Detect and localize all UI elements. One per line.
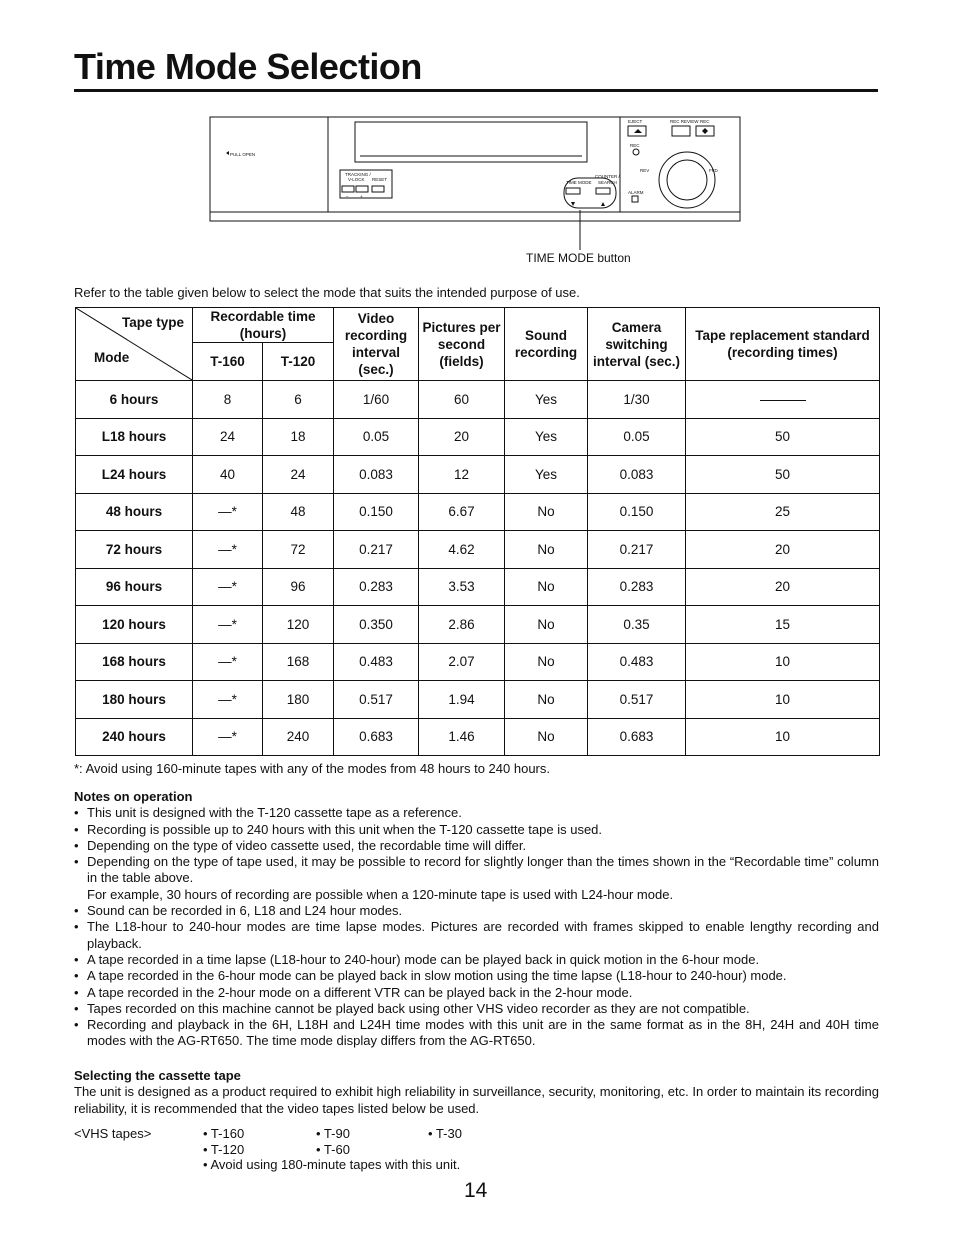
mode-header: Mode xyxy=(94,350,130,365)
table-cell: No xyxy=(505,681,588,719)
table-cell: 0.483 xyxy=(588,643,686,681)
diagonal-header-cell xyxy=(76,308,193,381)
page-title: Time Mode Selection xyxy=(74,46,422,87)
tape-t160: • T-160 xyxy=(203,1126,245,1141)
mode-cell: 168 hours xyxy=(76,643,193,681)
table-cell: 168 xyxy=(263,643,334,681)
table-cell: 0.05 xyxy=(588,418,686,456)
note-example: For example, 30 hours of recording are possible when a 120-minute tape is used with L24-hour mode. xyxy=(87,886,674,902)
tape-t60: • T-60 xyxy=(316,1141,350,1157)
intro-text: Refer to the table given below to select the mode that suits the intended purpose of use. xyxy=(74,285,580,300)
tape-avoid-note: • Avoid using 180-minute tapes with this unit. xyxy=(203,1157,461,1172)
mode-cell: 120 hours xyxy=(76,606,193,644)
table-cell: —* xyxy=(193,568,263,606)
table-row xyxy=(76,643,880,681)
table-cell: 2.86 xyxy=(419,606,505,644)
mode-cell: 96 hours xyxy=(76,568,193,606)
not-applicable-dash xyxy=(760,400,806,401)
table-row xyxy=(76,531,880,569)
table-row xyxy=(76,568,880,606)
table-cell: No xyxy=(505,531,588,569)
table-row xyxy=(76,493,880,531)
table-cell: 0.083 xyxy=(588,456,686,494)
table-cell: —* xyxy=(193,531,263,569)
notes-section xyxy=(74,789,879,1050)
mode-cell: L24 hours xyxy=(76,456,193,494)
minus-label: – xyxy=(346,194,349,199)
table-cell: 1.46 xyxy=(419,718,505,756)
table-cell: 0.150 xyxy=(334,493,419,531)
table-cell: —* xyxy=(193,606,263,644)
time-mode-button-callout: TIME MODE button xyxy=(526,251,631,265)
table-cell: 0.35 xyxy=(588,606,686,644)
table-cell: 4.62 xyxy=(419,531,505,569)
note-item: • Recording and playback in the 6H, L18H and L24H time modes with this unit are in the same format as in the 8H, 24H and 40H time modes with the AG-RT650. The time mode display differs from the AG-RT650. xyxy=(74,1017,879,1050)
rev-label: REV xyxy=(640,168,650,173)
table-cell: 50 xyxy=(686,418,880,456)
tape-standard-header: Tape replacement standard (recording times) xyxy=(686,308,880,381)
table-footnote: *: Avoid using 160-minute tapes with any of the modes from 48 hours to 240 hours. xyxy=(74,761,550,776)
page-number: 14 xyxy=(464,1179,488,1202)
note-item: • Sound can be recorded in 6, L18 and L24 hour modes. xyxy=(74,903,879,919)
vcr-front-panel-illustration xyxy=(200,110,760,280)
table-cell: 40 xyxy=(193,456,263,494)
note-item: • Recording is possible up to 240 hours with this unit when the T-120 cassette tape is used. xyxy=(74,822,879,838)
counter-label: COUNTER / xyxy=(595,174,620,179)
table-cell: —* xyxy=(193,643,263,681)
table-cell: 20 xyxy=(686,568,880,606)
table-cell: 1/30 xyxy=(588,381,686,419)
table-cell: 0.283 xyxy=(334,568,419,606)
table-cell: 0.083 xyxy=(334,456,419,494)
table-cell: 8 xyxy=(193,381,263,419)
table-cell: 0.683 xyxy=(334,718,419,756)
table-cell: 18 xyxy=(263,418,334,456)
table-row xyxy=(76,381,880,419)
mode-cell: 240 hours xyxy=(76,718,193,756)
table-cell: 48 xyxy=(263,493,334,531)
title-rule xyxy=(74,89,878,92)
time-mode-table xyxy=(75,307,880,756)
cassette-body: The unit is designed as a product required to exhibit high reliability in surveillance, security, monitoring, etc. In order to maintain its recording reliability, it is recommended that the video tapes listed below be used. xyxy=(74,1084,879,1116)
table-cell: 20 xyxy=(686,531,880,569)
table-cell: 1/60 xyxy=(334,381,419,419)
table-cell: 0.217 xyxy=(588,531,686,569)
table-row xyxy=(76,456,880,494)
vhs-label: <VHS tapes> xyxy=(74,1126,152,1141)
camera-header: Camera switching interval (sec.) xyxy=(588,308,686,381)
mode-cell: 48 hours xyxy=(76,493,193,531)
note-item: • This unit is designed with the T-120 cassette tape as a reference. xyxy=(74,805,879,821)
table-cell: 0.350 xyxy=(334,606,419,644)
note-item: • Depending on the type of tape used, it may be possible to record for slightly longer than the times shown in the “Recordable time” column in the table above. xyxy=(74,854,879,887)
table-cell: 10 xyxy=(686,718,880,756)
table-cell: No xyxy=(505,568,588,606)
table-cell: Yes xyxy=(505,418,588,456)
note-item: • Tapes recorded on this machine cannot be played back using other VHS video recorder as they are not compatible. xyxy=(74,1001,879,1017)
t160-header: T-160 xyxy=(193,343,263,381)
table-cell: No xyxy=(505,643,588,681)
table-cell: 120 xyxy=(263,606,334,644)
cassette-heading: Selecting the cassette tape xyxy=(74,1068,241,1083)
table-row xyxy=(76,606,880,644)
table-cell: 1.94 xyxy=(419,681,505,719)
reset-label: RESET xyxy=(372,177,388,182)
table-cell: 0.05 xyxy=(334,418,419,456)
table-cell: 6 xyxy=(263,381,334,419)
table-cell: 10 xyxy=(686,643,880,681)
table-cell: 0.283 xyxy=(588,568,686,606)
tape-t120: • T-120 xyxy=(203,1141,245,1157)
table-row xyxy=(76,718,880,756)
table-cell: No xyxy=(505,606,588,644)
table-cell: 0.517 xyxy=(334,681,419,719)
pull-open-label: PULL OPEN xyxy=(230,152,256,157)
rec-review-label: REC REVIEW xyxy=(670,119,699,124)
time-mode-label: TIME MODE xyxy=(566,180,592,185)
table-cell: 0.683 xyxy=(588,718,686,756)
table-cell: No xyxy=(505,493,588,531)
notes-list xyxy=(74,805,879,1049)
note-item: • Depending on the type of video cassette used, the recordable time will differ. xyxy=(74,838,879,854)
mode-cell: 6 hours xyxy=(76,381,193,419)
note-item: • A tape recorded in the 6-hour mode can be played back in slow motion using the time lapse (L18-hour to 240-hour) mode. xyxy=(74,968,879,984)
table-cell: No xyxy=(505,718,588,756)
table-cell: 0.483 xyxy=(334,643,419,681)
note-item: • The L18-hour to 240-hour modes are time lapse modes. Pictures are recorded with frames skipped to enable lengthy recording and playback. xyxy=(74,919,879,952)
plus-label: + xyxy=(360,194,363,199)
sound-header: Sound recording xyxy=(505,308,588,381)
table-cell: 180 xyxy=(263,681,334,719)
table-cell: 72 xyxy=(263,531,334,569)
tape-type-header: Tape type xyxy=(121,315,184,330)
table-cell: 24 xyxy=(263,456,334,494)
t120-header: T-120 xyxy=(263,343,334,381)
cassette-selection-section xyxy=(74,1068,879,1117)
mode-cell: L18 hours xyxy=(76,418,193,456)
table-cell: 3.53 xyxy=(419,568,505,606)
vlock-label: V-LOCK xyxy=(348,177,365,182)
eject-label: EJECT xyxy=(628,119,643,124)
table-cell: 2.07 xyxy=(419,643,505,681)
table-row xyxy=(76,418,880,456)
table-cell: —* xyxy=(193,493,263,531)
table-cell: 96 xyxy=(263,568,334,606)
table-cell: 50 xyxy=(686,456,880,494)
search-label: SEARCH xyxy=(598,180,617,185)
table-cell: 10 xyxy=(686,681,880,719)
video-interval-header: Video recording interval (sec.) xyxy=(334,308,419,381)
table-cell: 24 xyxy=(193,418,263,456)
table-cell: 240 xyxy=(263,718,334,756)
rec-lamp-label: REC xyxy=(630,143,640,148)
table-cell: Yes xyxy=(505,456,588,494)
table-cell: 0.217 xyxy=(334,531,419,569)
note-item: • A tape recorded in a time lapse (L18-hour to 240-hour) mode can be played back in quick motion in the 6-hour mode. xyxy=(74,952,879,968)
rec-button-label: REC xyxy=(700,119,710,124)
table-cell: 15 xyxy=(686,606,880,644)
mode-cell: 180 hours xyxy=(76,681,193,719)
mode-cell: 72 hours xyxy=(76,531,193,569)
table-cell: —* xyxy=(193,681,263,719)
table-cell: Yes xyxy=(505,381,588,419)
pictures-header: Pictures per second (fields) xyxy=(419,308,505,381)
tape-t30: • T-30 xyxy=(428,1126,462,1141)
table-cell: 25 xyxy=(686,493,880,531)
table-cell: 0.517 xyxy=(588,681,686,719)
table-cell xyxy=(686,381,880,419)
table-cell: —* xyxy=(193,718,263,756)
note-item: • A tape recorded in the 2-hour mode on a different VTR can be played back in the 2-hour mode. xyxy=(74,985,879,1001)
table-cell: 12 xyxy=(419,456,505,494)
alarm-label: ALARM xyxy=(628,190,644,195)
recordable-time-header: Recordable time (hours) xyxy=(193,308,334,343)
table-cell: 20 xyxy=(419,418,505,456)
table-row xyxy=(76,681,880,719)
tracking-label: TRACKING / xyxy=(345,172,371,177)
table-cell: 0.150 xyxy=(588,493,686,531)
table-cell: 60 xyxy=(419,381,505,419)
table-cell: 6.67 xyxy=(419,493,505,531)
ffd-label: FFD xyxy=(709,168,718,173)
notes-heading: Notes on operation xyxy=(74,789,193,804)
tape-t90: • T-90 xyxy=(316,1126,350,1141)
